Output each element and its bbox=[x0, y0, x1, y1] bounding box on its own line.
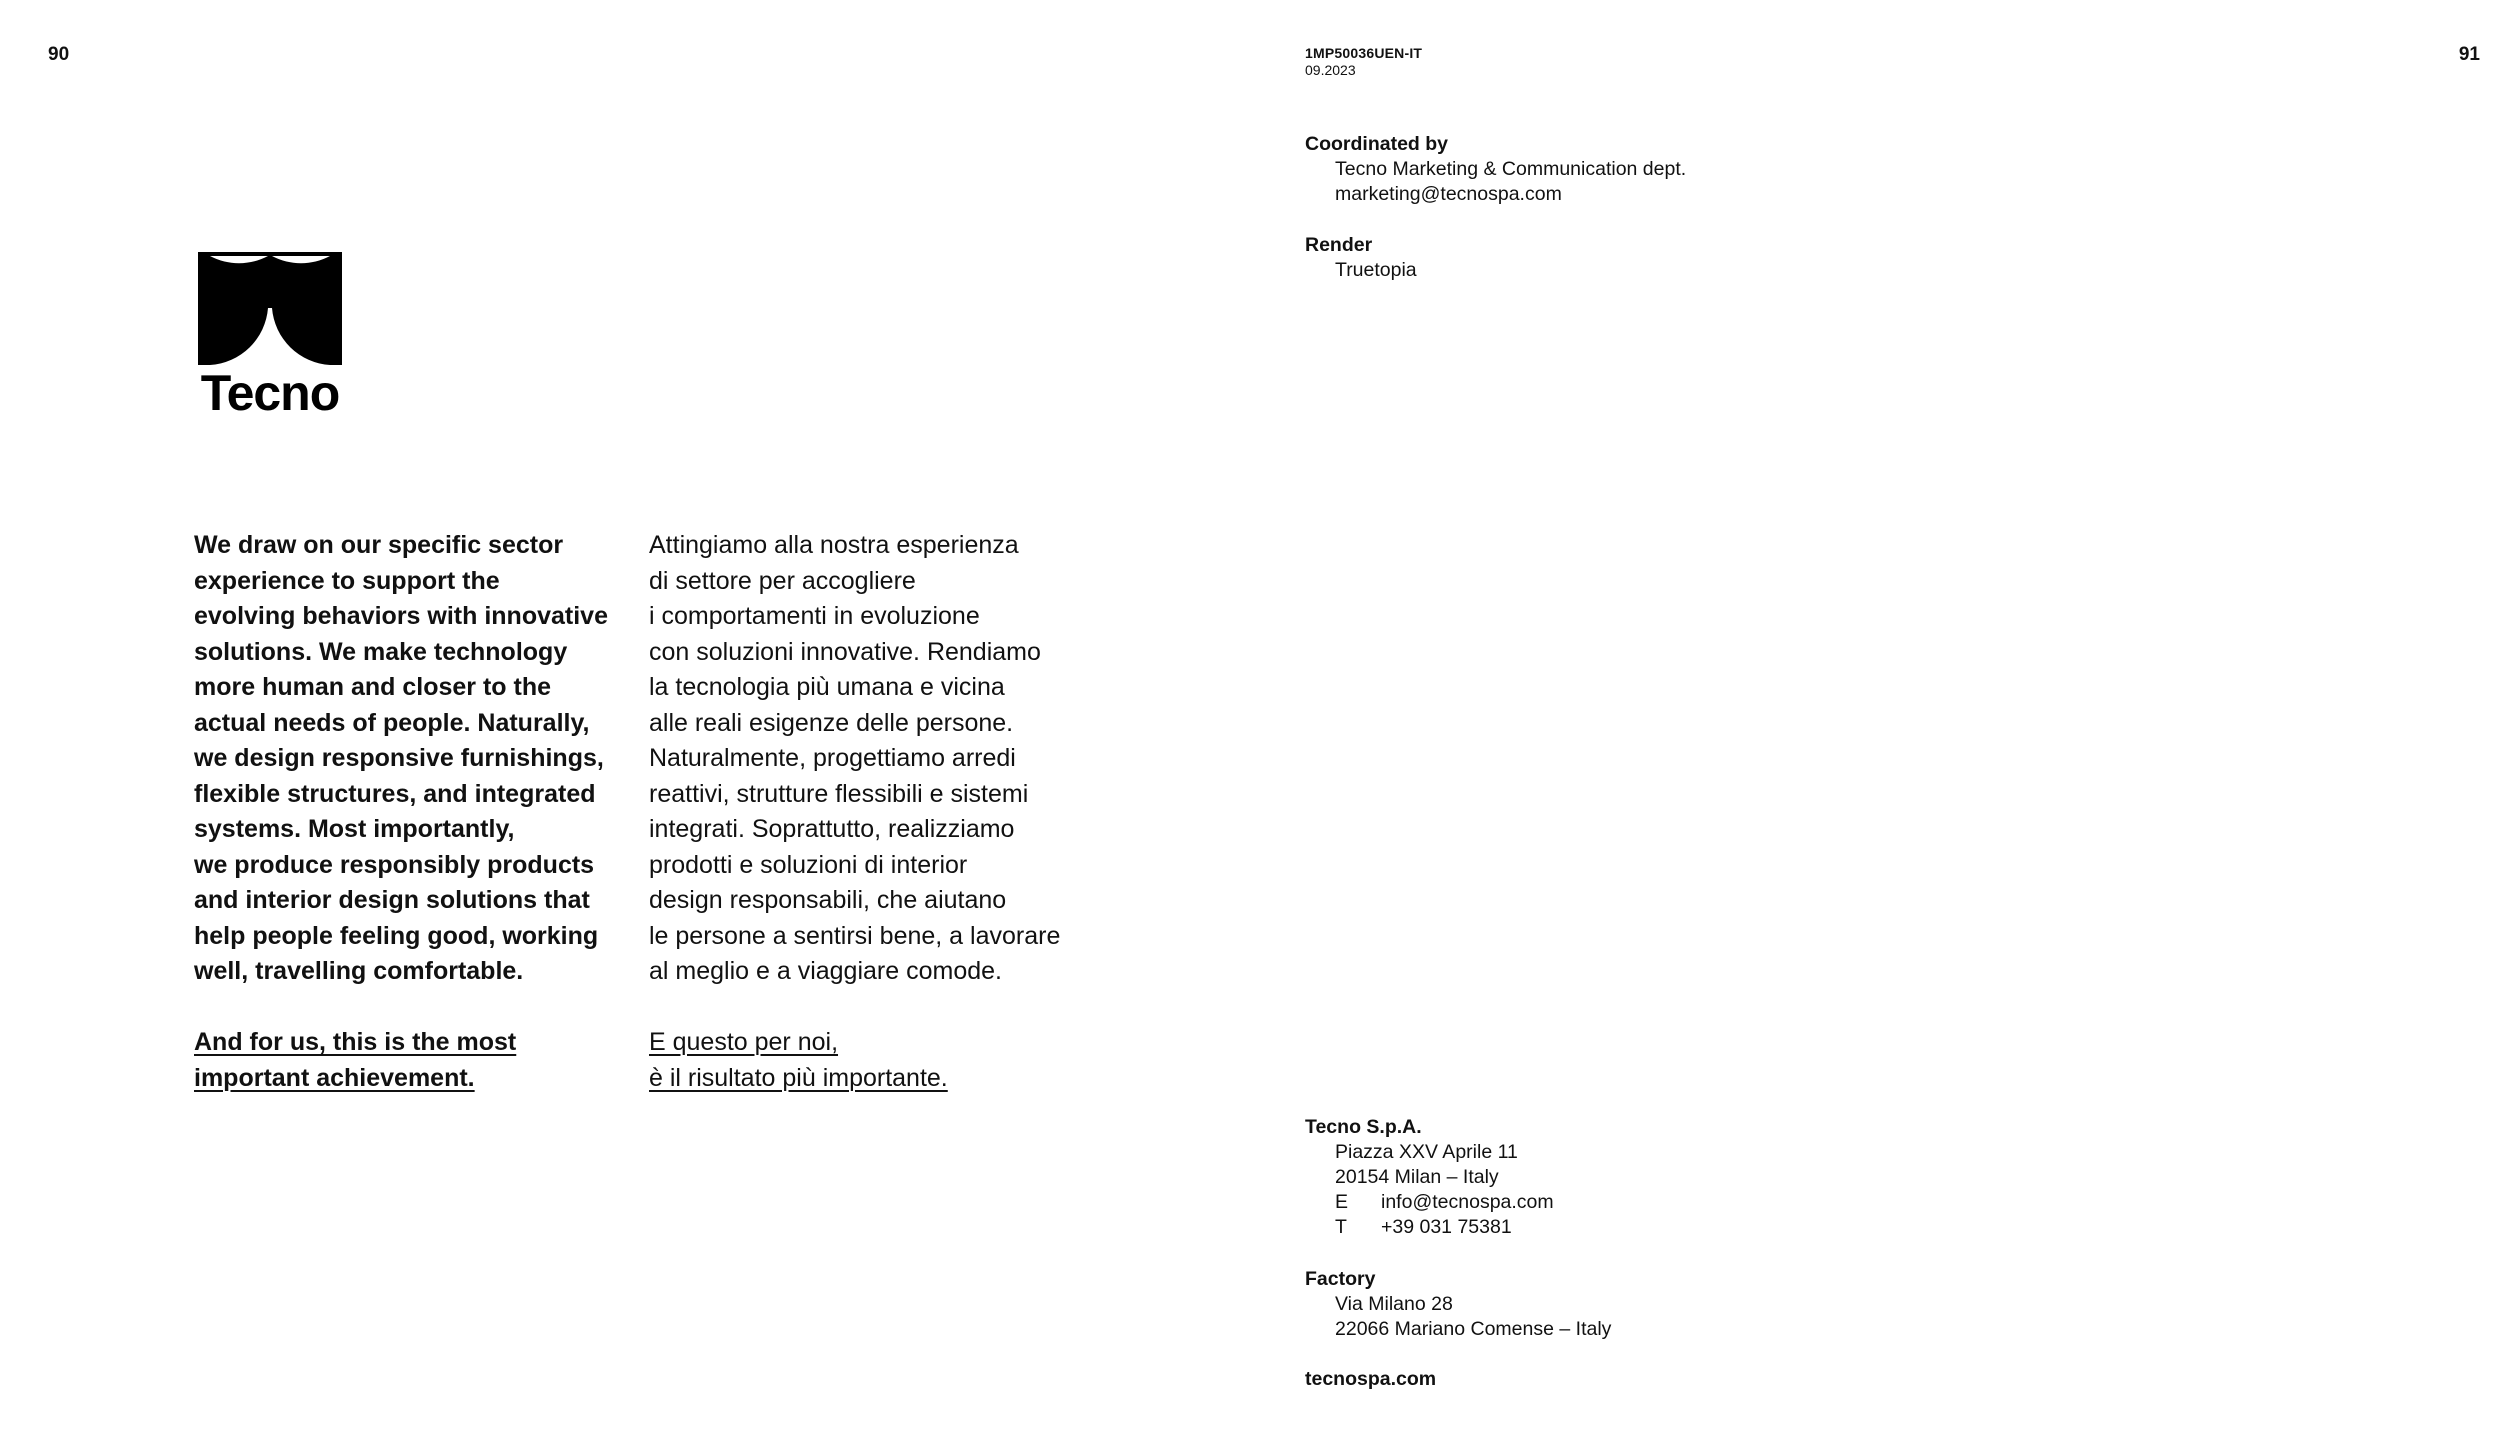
statement-line: design responsabili, che aiutano bbox=[649, 886, 1007, 914]
tecno-logo-mark bbox=[198, 252, 342, 414]
document-date: 09.2023 bbox=[1305, 62, 1356, 78]
statement-line: Attingiamo alla nostra esperienza bbox=[649, 531, 1019, 559]
address-line: Via Milano 28 bbox=[1335, 1293, 1453, 1315]
credit-render-studio: Truetopia bbox=[1335, 259, 1417, 281]
tecno-logo bbox=[198, 252, 342, 414]
address-line: Piazza XXV Aprile 11 bbox=[1335, 1141, 1518, 1163]
page-number-left: 90 bbox=[48, 44, 70, 65]
statement-line: experience to support the bbox=[194, 566, 500, 595]
email-row bbox=[1305, 1190, 1554, 1215]
closing-line: And for us, this is the most bbox=[194, 1028, 517, 1056]
statement-line: evolving behaviors with innovative bbox=[194, 602, 608, 630]
phone-number: +39 031 75381 bbox=[1381, 1216, 1512, 1238]
credit-email-link[interactable]: marketing@tecnospa.com bbox=[1335, 183, 1562, 205]
statement-line: la tecnologia più umana e vicina bbox=[649, 673, 1005, 701]
statement-line: solutions. We make technology bbox=[194, 637, 568, 666]
factory-heading: Factory bbox=[1305, 1268, 1376, 1290]
statement-line: reattivi, strutture flessibili e sistemi bbox=[649, 779, 1029, 808]
italian-closing bbox=[649, 1025, 1089, 1096]
closing-line: important achievement. bbox=[194, 1063, 475, 1092]
statement-line: we produce responsibly products bbox=[194, 850, 595, 879]
statement-line: i comportamenti in evoluzione bbox=[649, 602, 980, 630]
credit-heading: Render bbox=[1305, 234, 1373, 256]
company-name: Tecno S.p.A. bbox=[1305, 1116, 1422, 1138]
address-line: 20154 Milan – Italy bbox=[1335, 1166, 1499, 1188]
statement-line: di settore per accogliere bbox=[649, 566, 916, 595]
statement-line: well, travelling comfortable. bbox=[194, 957, 524, 985]
credit-heading: Coordinated by bbox=[1305, 133, 1449, 155]
statement-line: prodotti e soluzioni di interior bbox=[649, 850, 968, 879]
english-closing bbox=[194, 1025, 634, 1096]
factory-contact bbox=[1305, 1267, 1611, 1342]
document-code: 1MP50036UEN-IT bbox=[1305, 45, 1423, 61]
statement-line: actual needs of people. Naturally, bbox=[194, 708, 590, 737]
statement-line: systems. Most importantly, bbox=[194, 815, 515, 843]
credit-department: Tecno Marketing & Communication dept. bbox=[1335, 158, 1687, 180]
page-number-right: 91 bbox=[2458, 44, 2480, 65]
statement-line: con soluzioni innovative. Rendiamo bbox=[649, 637, 1041, 666]
statement-line: al meglio e a viaggiare comode. bbox=[649, 957, 1002, 985]
statement-line: alle reali esigenze delle persone. bbox=[649, 708, 1014, 737]
logo-wordmark: Tecno bbox=[200, 365, 340, 414]
statement-line: and interior design solutions that bbox=[194, 886, 590, 914]
statement-line: Naturalmente, progettiamo arredi bbox=[649, 744, 1016, 772]
address-line: 22066 Mariano Comense – Italy bbox=[1335, 1318, 1612, 1340]
statement-line: flexible structures, and integrated bbox=[194, 779, 596, 808]
website-link[interactable]: tecnospa.com bbox=[1305, 1368, 1437, 1390]
statement-line: we design responsive furnishings, bbox=[194, 744, 604, 772]
closing-line: è il risultato più importante. bbox=[649, 1063, 948, 1092]
email-link[interactable]: info@tecnospa.com bbox=[1381, 1191, 1554, 1213]
statement-line: le persone a sentirsi bene, a lavorare bbox=[649, 921, 1061, 950]
english-statement bbox=[194, 528, 634, 1096]
email-label: E bbox=[1335, 1191, 1349, 1213]
company-contact bbox=[1305, 1115, 1554, 1240]
credit-coordinated bbox=[1305, 132, 1686, 207]
phone-row bbox=[1305, 1215, 1554, 1240]
statement-line: more human and closer to the bbox=[194, 673, 552, 701]
credit-render bbox=[1305, 233, 1417, 283]
phone-label: T bbox=[1335, 1216, 1347, 1238]
statement-line: We draw on our specific sector bbox=[194, 531, 564, 559]
statement-line: help people feeling good, working bbox=[194, 921, 599, 950]
statement-line: integrati. Soprattutto, realizziamo bbox=[649, 815, 1015, 843]
italian-statement bbox=[649, 528, 1089, 1096]
closing-line: E questo per noi, bbox=[649, 1028, 839, 1056]
